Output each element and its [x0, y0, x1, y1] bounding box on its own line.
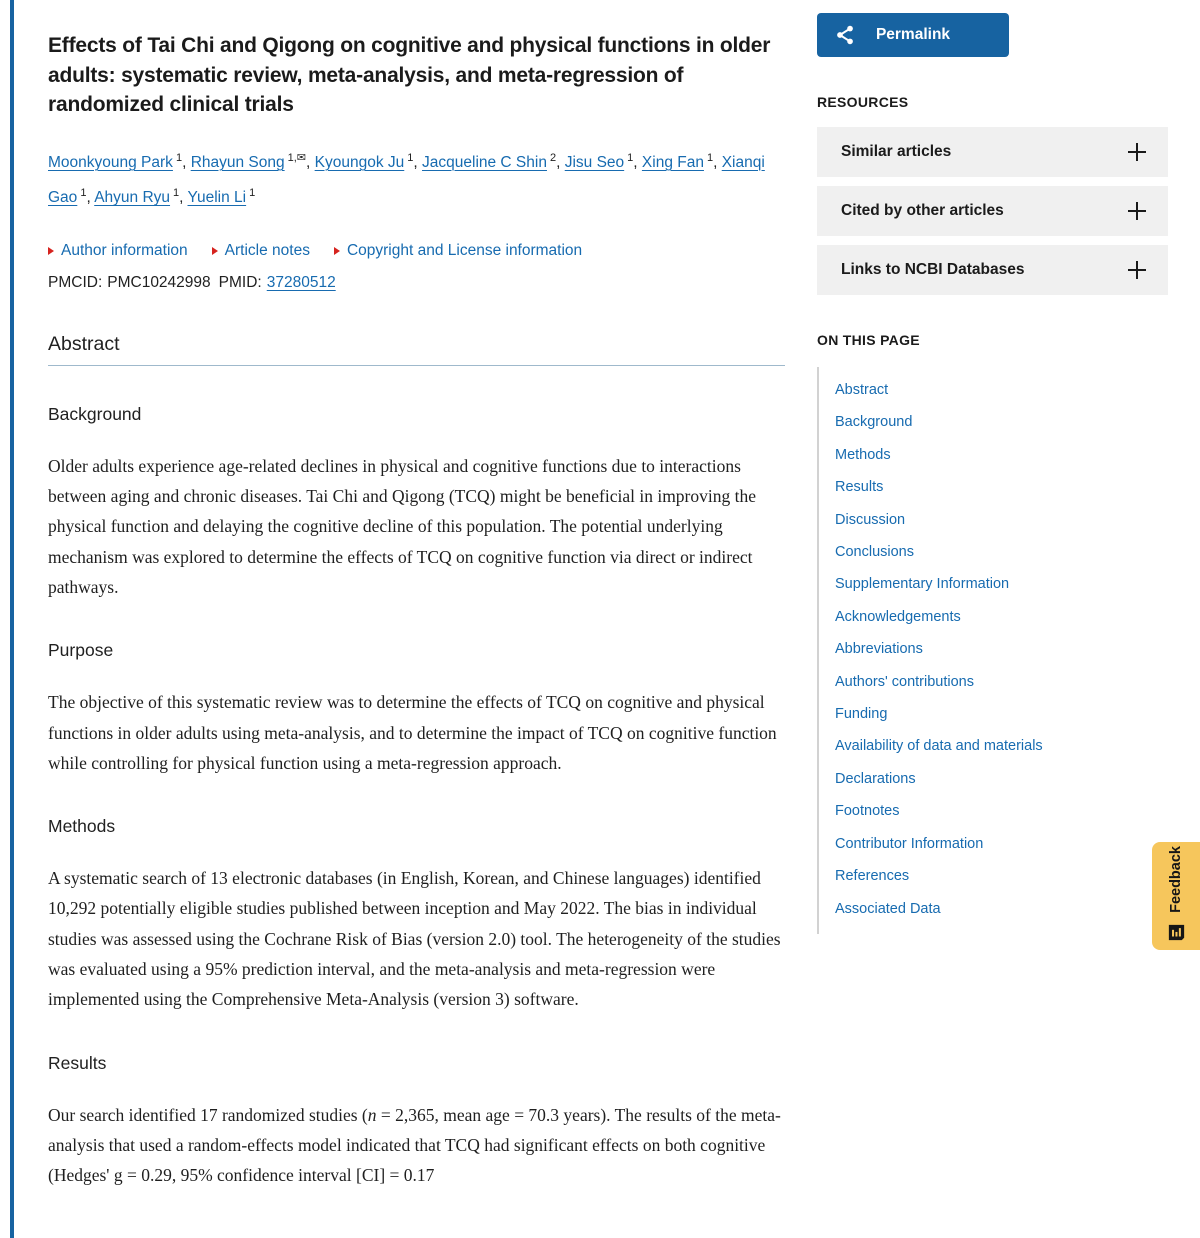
purpose-heading: Purpose — [48, 640, 114, 661]
author-affiliation-sup: 1 — [173, 186, 180, 199]
nav-link-methods[interactable]: Methods — [835, 446, 891, 463]
author-separator: , — [633, 153, 642, 171]
copyright-license-toggle[interactable]: Copyright and License information — [334, 242, 582, 260]
plus-icon — [1128, 143, 1146, 161]
share-icon — [834, 24, 856, 46]
abstract-heading: Abstract — [48, 333, 785, 366]
article-title: Effects of Tai Chi and Qigong on cognitive and physical functions in older adults: systematic review, meta-analysis, and meta-regression of randomized clinical trials — [48, 34, 771, 116]
resources-accordions — [817, 127, 1168, 295]
author — [190, 151, 315, 171]
author-affiliation-sup: 1 — [706, 151, 714, 164]
on-this-page-nav — [817, 367, 1168, 934]
disclosure-triangle-icon — [334, 247, 340, 255]
permalink-label: Permalink — [875, 26, 951, 43]
author-affiliation-sup: 1 — [627, 151, 634, 164]
accordion-similar-articles[interactable]: Similar articles — [817, 127, 1168, 177]
author-separator: , — [182, 153, 191, 171]
nav-link-abbreviations[interactable]: Abbreviations — [835, 641, 923, 658]
results-paragraph: Our search identified 17 randomized studies (n = 2,365, mean age = 70.3 years). The results of the meta-analysis that used a random-effects model indicated that TCQ had significant effects on both cognitive (Hedges' g = 0.29, 95% confidence interval [CI] = 0.17 — [48, 1104, 781, 1186]
author-separator: , — [713, 153, 722, 171]
nav-link-abstract[interactable]: Abstract — [835, 382, 889, 398]
pmcid-value: PMC10242998 — [107, 273, 211, 291]
author-link[interactable]: Yuelin Li — [187, 188, 247, 206]
author-affiliation-sup: 1,✉ — [287, 151, 307, 164]
page-left-accent-bar — [10, 0, 14, 1238]
nav-link-supplementary-information[interactable]: Supplementary Information — [835, 576, 1010, 593]
disclosure-triangle-icon — [212, 247, 218, 255]
results-heading: Results — [48, 1052, 107, 1073]
author-link[interactable]: Ahyun Ryu — [94, 188, 171, 206]
nav-link-discussion[interactable]: Discussion — [835, 511, 906, 528]
author — [187, 186, 256, 206]
pmid-link[interactable]: 37280512 — [266, 273, 336, 291]
pmcid-label: PMCID: — [48, 273, 103, 291]
author-link[interactable]: Moonkyoung Park — [48, 153, 173, 171]
author-affiliation-sup: 1 — [175, 151, 183, 164]
pmid-label: PMID: — [218, 273, 262, 291]
author — [641, 151, 722, 171]
article-sidebar — [817, 0, 1168, 934]
author-link[interactable]: Kyoungok Ju — [314, 153, 405, 171]
article-main — [48, 0, 785, 1191]
accordion-cited-by[interactable]: Cited by other articles — [817, 186, 1168, 236]
author-separator: , — [179, 188, 188, 206]
nav-link-references[interactable]: References — [835, 868, 910, 885]
resources-heading: RESOURCES — [817, 94, 909, 110]
methods-paragraph: A systematic search of 13 electronic databases (in English, Korean, and Chinese languages) identified 10,292 potentially eligible studies published between inception and May 2022. The bias in individual studies was assessed using the Cochrane Risk of Bias (version 2.0) tool. The heterogeneity of the studies was evaluated using a 95% prediction interval, and the meta-analysis and meta-regression were implemented using the Comprehensive Meta-Analysis (version 3) software. — [48, 868, 781, 1010]
author-link[interactable]: Jisu Seo — [564, 153, 625, 171]
author-separator: , — [86, 188, 95, 206]
author-affiliation-sup: 2 — [549, 151, 557, 164]
author — [48, 151, 191, 171]
nav-link-footnotes[interactable]: Footnotes — [835, 803, 900, 820]
nav-link-results[interactable]: Results — [835, 479, 884, 496]
nav-link-acknowledgements[interactable]: Acknowledgements — [835, 608, 961, 625]
author-separator: , — [413, 153, 423, 171]
author-separator: , — [306, 153, 315, 171]
plus-icon — [1128, 202, 1146, 220]
disclosure-triangle-icon — [48, 247, 54, 255]
author — [422, 151, 565, 171]
abstract-section — [48, 404, 785, 1191]
feedback-label: Feedback — [1168, 846, 1184, 913]
feedback-button[interactable] — [1152, 842, 1200, 950]
author-link[interactable]: Jacqueline C Shin — [422, 153, 547, 171]
author-information-toggle[interactable]: Author information — [48, 242, 188, 260]
author-link[interactable]: Xianqi Gao — [48, 153, 765, 206]
nav-link-authors-contributions[interactable]: Authors' contributions — [835, 673, 974, 690]
italic-n: n — [367, 1104, 377, 1125]
author — [564, 151, 642, 171]
author-list — [48, 143, 785, 213]
nav-link-contributor-information[interactable]: Contributor Information — [835, 835, 984, 852]
background-heading: Background — [48, 403, 142, 424]
nav-link-conclusions[interactable]: Conclusions — [835, 544, 914, 561]
article-notes-toggle[interactable]: Article notes — [212, 242, 310, 260]
author — [94, 186, 188, 206]
on-this-page-heading: ON THIS PAGE — [817, 332, 920, 348]
plus-icon — [1128, 261, 1146, 279]
accordion-ncbi-links[interactable]: Links to NCBI Databases — [817, 245, 1168, 295]
article-ids — [48, 274, 785, 292]
permalink-button[interactable] — [817, 13, 1009, 57]
nav-link-associated-data[interactable]: Associated Data — [835, 900, 941, 917]
nav-link-declarations[interactable]: Declarations — [835, 770, 916, 787]
author-separator: , — [556, 153, 565, 171]
author-affiliation-sup: 1 — [80, 186, 87, 199]
nav-link-background[interactable]: Background — [835, 414, 913, 431]
nav-link-funding[interactable]: Funding — [835, 706, 888, 723]
author-affiliation-sup: 1 — [249, 186, 256, 199]
background-paragraph: Older adults experience age-related declines in physical and cognitive functions due to interactions between aging and chronic diseases. Tai Chi and Qigong (TCQ) might be beneficial in improving the physical function and delaying the cognitive decline of this population. The potential underlying mechanism was explored to determine the effects of TCQ on cognitive function via direct or indirect pathways. — [48, 455, 756, 597]
author-link[interactable]: Xing Fan — [641, 153, 704, 171]
methods-heading: Methods — [48, 816, 116, 837]
purpose-paragraph: The objective of this systematic review was to determine the effects of TCQ on cognitive and physical functions in older adults using meta-analysis, and to determine the impact of TCQ on cognitive function while controlling for physical function using a meta-regression approach. — [48, 692, 777, 773]
author-link[interactable]: Rhayun Song — [190, 153, 285, 171]
author-affiliation-sup: 1 — [407, 151, 414, 164]
author — [314, 151, 423, 171]
nav-link-availability-of-data[interactable]: Availability of data and materials — [835, 738, 1043, 755]
article-info-links — [48, 242, 785, 260]
feedback-survey-icon — [1166, 922, 1187, 946]
